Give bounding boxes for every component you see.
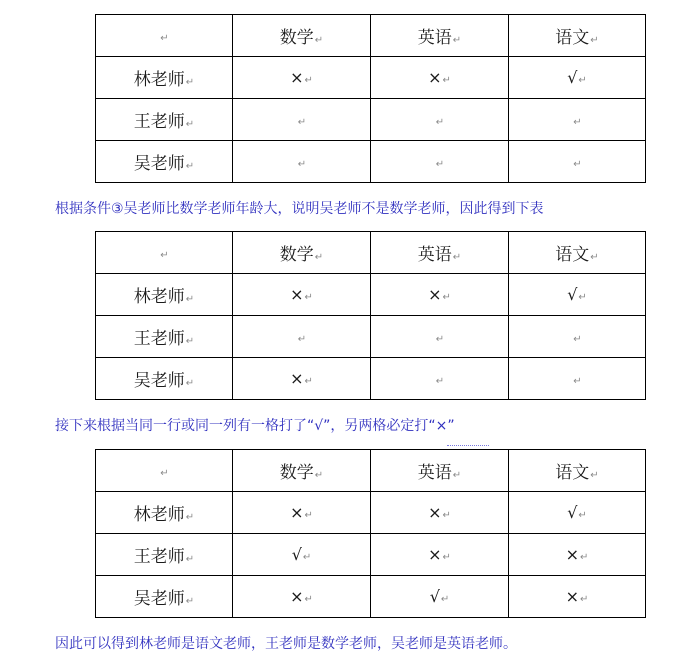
paragraph-mark-icon: ↵ [452, 470, 462, 481]
paragraph-mark-icon: ↵ [580, 593, 589, 605]
paragraph-mark-icon: ↵ [573, 116, 582, 128]
paragraph-mark-icon: ↵ [160, 467, 169, 479]
teacher-name: 吴老师↵ [96, 576, 233, 618]
paragraph-mark-icon: ↵ [297, 158, 307, 170]
header-chinese: 语文↵ [509, 450, 646, 492]
table-row [96, 316, 646, 358]
paragraph-mark-icon: ↵ [185, 294, 195, 305]
table-row [96, 534, 646, 576]
cell-english: ×↵ [371, 274, 509, 316]
paragraph-mark-icon: ↵ [185, 77, 195, 88]
header-math: 数学↵ [233, 450, 371, 492]
header-row [96, 450, 646, 492]
header-math: 数学↵ [233, 232, 371, 274]
paragraph-mark-icon: ↵ [442, 291, 451, 303]
paragraph-mark-icon: ↵ [452, 252, 462, 263]
teacher-name: 王老师↵ [96, 534, 233, 576]
teacher-name: 吴老师↵ [96, 141, 233, 183]
cell-chinese [509, 316, 646, 358]
cell-math: ×↵ [233, 57, 371, 99]
table-row [96, 99, 646, 141]
cell-english [371, 141, 509, 183]
teacher-name: 林老师↵ [96, 57, 233, 99]
paragraph-mark-icon: ↵ [160, 249, 169, 261]
paragraph-mark-icon: ↵ [185, 512, 195, 523]
paragraph-mark-icon: ↵ [435, 158, 445, 170]
paragraph-mark-icon: ↵ [435, 116, 445, 128]
table-2 [95, 231, 646, 400]
paragraph-mark-icon: ↵ [573, 375, 582, 387]
cell-chinese: √↵ [509, 57, 646, 99]
teacher-name: 王老师↵ [96, 99, 233, 141]
corner-cell [96, 15, 233, 57]
teacher-name: 林老师↵ [96, 274, 233, 316]
paragraph-mark-icon: ↵ [442, 74, 451, 86]
cell-chinese: √↵ [509, 492, 646, 534]
cell-math [233, 141, 371, 183]
teacher-name: 吴老师↵ [96, 358, 233, 400]
cell-math: ×↵ [233, 274, 371, 316]
paragraph-mark-icon: ↵ [185, 161, 195, 172]
cell-english: √↵ [371, 576, 509, 618]
paragraph-mark-icon: ↵ [185, 336, 195, 347]
paragraph-mark-icon: ↵ [314, 35, 324, 46]
table-row [96, 274, 646, 316]
paragraph-mark-icon: ↵ [573, 158, 582, 170]
paragraph-mark-icon: ↵ [304, 291, 313, 303]
corner-cell [96, 450, 233, 492]
paragraph-mark-icon: ↵ [160, 32, 169, 44]
table-1 [95, 14, 646, 183]
paragraph-mark-icon: ↵ [590, 252, 599, 263]
paragraph-mark-icon: ↵ [578, 509, 587, 521]
paragraph-mark-icon: ↵ [314, 252, 324, 263]
dotted-underline [447, 445, 489, 446]
table-row [96, 492, 646, 534]
cell-english: ×↵ [371, 492, 509, 534]
teacher-name: 王老师↵ [96, 316, 233, 358]
header-chinese: 语文↵ [509, 15, 646, 57]
cell-chinese [509, 358, 646, 400]
cell-english: ×↵ [371, 57, 509, 99]
table-row [96, 358, 646, 400]
header-math: 数学↵ [233, 15, 371, 57]
paragraph-mark-icon: ↵ [435, 375, 445, 387]
header-english: 英语↵ [371, 232, 509, 274]
cell-math [233, 316, 371, 358]
note-3: 因此可以得到林老师是语文老师，王老师是数学老师，吴老师是英语老师。 [55, 636, 517, 652]
cell-math: ×↵ [233, 358, 371, 400]
paragraph-mark-icon: ↵ [452, 35, 462, 46]
paragraph-mark-icon: ↵ [578, 74, 587, 86]
header-row [96, 15, 646, 57]
cell-math: ×↵ [233, 576, 371, 618]
paragraph-mark-icon: ↵ [580, 551, 589, 563]
table-row [96, 141, 646, 183]
paragraph-mark-icon: ↵ [185, 554, 195, 565]
note-1: 根据条件③吴老师比数学老师年龄大，说明吴老师不是数学老师，因此得到下表 [55, 201, 544, 217]
table-row [96, 57, 646, 99]
cell-chinese: √↵ [509, 274, 646, 316]
paragraph-mark-icon: ↵ [297, 333, 307, 345]
cell-english [371, 99, 509, 141]
cell-english [371, 358, 509, 400]
cell-chinese [509, 99, 646, 141]
paragraph-mark-icon: ↵ [304, 375, 313, 387]
paragraph-mark-icon: ↵ [578, 291, 587, 303]
paragraph-mark-icon: ↵ [185, 378, 195, 389]
paragraph-mark-icon: ↵ [185, 119, 195, 130]
cell-math: √↵ [233, 534, 371, 576]
note-2: 接下来根据当同一行或同一列有一格打了“√”，另两格必定打“×” [55, 418, 455, 434]
paragraph-mark-icon: ↵ [304, 74, 313, 86]
header-row [96, 232, 646, 274]
paragraph-mark-icon: ↵ [185, 596, 195, 607]
paragraph-mark-icon: ↵ [304, 593, 313, 605]
paragraph-mark-icon: ↵ [435, 333, 445, 345]
paragraph-mark-icon: ↵ [440, 593, 450, 605]
cell-chinese: ×↵ [509, 534, 646, 576]
cell-chinese [509, 141, 646, 183]
paragraph-mark-icon: ↵ [442, 509, 451, 521]
teacher-name: 林老师↵ [96, 492, 233, 534]
paragraph-mark-icon: ↵ [590, 470, 599, 481]
table-3 [95, 449, 646, 618]
corner-cell [96, 232, 233, 274]
header-english: 英语↵ [371, 450, 509, 492]
header-english: 英语↵ [371, 15, 509, 57]
cell-english: ×↵ [371, 534, 509, 576]
paragraph-mark-icon: ↵ [590, 35, 599, 46]
paragraph-mark-icon: ↵ [304, 509, 313, 521]
paragraph-mark-icon: ↵ [314, 470, 324, 481]
paragraph-mark-icon: ↵ [302, 551, 312, 563]
paragraph-mark-icon: ↵ [442, 551, 451, 563]
paragraph-mark-icon: ↵ [297, 116, 307, 128]
header-chinese: 语文↵ [509, 232, 646, 274]
cell-math: ×↵ [233, 492, 371, 534]
cell-english [371, 316, 509, 358]
paragraph-mark-icon: ↵ [573, 333, 582, 345]
cell-chinese: ×↵ [509, 576, 646, 618]
table-row [96, 576, 646, 618]
cell-math [233, 99, 371, 141]
